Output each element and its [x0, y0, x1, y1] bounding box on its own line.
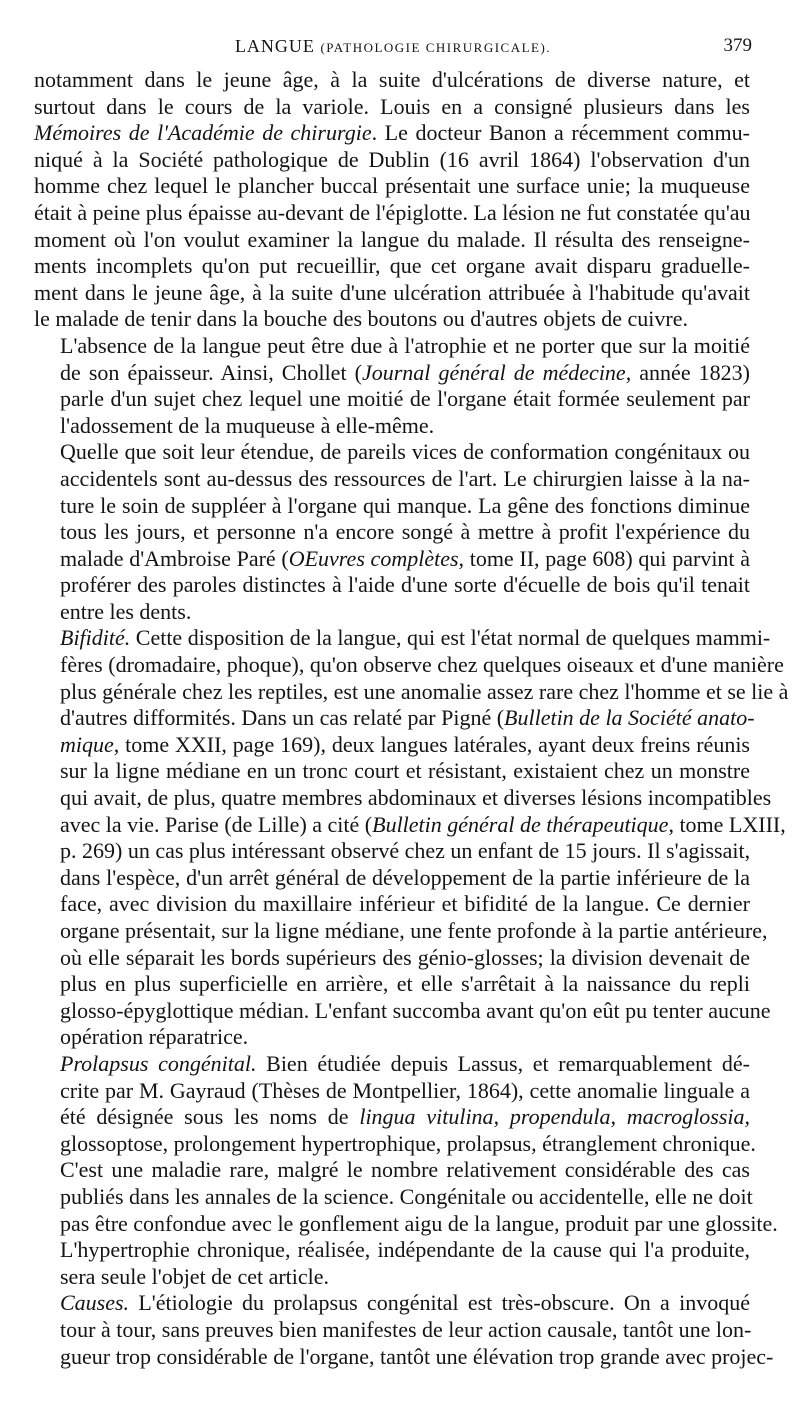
page-number: 379	[723, 35, 752, 56]
text-line: fères (dromadaire, phoque), qu'on observe chez quelques oiseaux et d'une manière	[60, 652, 784, 678]
text-line: plus en plus superficielle en arrière, et elle s'arrêtait à la naissance du repli	[60, 971, 750, 997]
text-line: tous les jours, et personne n'a encore songé à mettre à profit l'expérience du	[60, 519, 750, 545]
text-line: avec la vie. Parise (de Lille) a cité (Bulletin général de thérapeutique, tome LXIII,	[60, 811, 786, 837]
text-line: sur la ligne médiane en un tronc court et résistant, existaient chez un monstre	[60, 758, 750, 784]
text-line: le malade de tenir dans la bouche des boutons ou d'autres objets de cuivre.	[34, 306, 688, 332]
running-header	[34, 30, 752, 62]
text-line: mique, tome XXII, page 169), deux langues latérales, ayant deux freins réunis	[60, 731, 750, 757]
text-line: L'hypertrophie chronique, réalisée, indépendante de la cause qui l'a produite,	[60, 1237, 750, 1263]
text-line: Mémoires de l'Académie de chirurgie. Le docteur Banon a récemment commu-	[34, 120, 750, 146]
text-line: qui avait, de plus, quatre membres abdominaux et diverses lésions incompatibles	[60, 785, 772, 811]
text-line: Prolapsus congénital. Bien étudiée depuis Lassus, et remarquablement dé-	[60, 1050, 750, 1076]
text-line: notamment dans le jeune âge, à la suite d'ulcérations de diverse nature, et	[34, 67, 750, 92]
text-line: où elle séparait les bords supérieurs des génio-glosses; la division devenait de	[60, 944, 750, 970]
header-title	[34, 30, 752, 64]
text-line: pas être confondue avec le gonflement aigu de la langue, produit par une glossite.	[60, 1210, 778, 1236]
paragraph	[34, 625, 789, 1051]
paragraph	[34, 1050, 778, 1290]
text-line: ture le soin de suppléer à l'organe qui manque. La gêne des fonctions diminue	[60, 492, 750, 518]
text-line: glosso-épyglottique médian. L'enfant succomba avant qu'on eût pu tenter aucune	[60, 997, 771, 1023]
text-line: moment où l'on voulut examiner la langue du malade. Il résulta des renseigne-	[34, 226, 750, 252]
text-line: glossoptose, prolongement hypertrophique, prolapsus, étranglement chronique.	[60, 1130, 756, 1156]
text-line: plus générale chez les reptiles, est une anomalie assez rare chez l'homme et se lie à	[60, 678, 789, 704]
text-line: Causes. L'étiologie du prolapsus congénital est très-obscure. On a invoqué	[60, 1290, 750, 1316]
text-line: face, avec division du maxillaire inférieur et bifidité de la langue. Ce dernier	[60, 891, 750, 917]
header-title-main: LANGUE	[234, 36, 315, 56]
text-line: dans l'espèce, d'un arrêt général de développement de la partie inférieure de la	[60, 864, 750, 890]
text-line: homme chez lequel le plancher buccal présentait une surface unie; la muqueuse	[34, 173, 750, 199]
text-line: gueur trop considérable de l'organe, tantôt une élévation trop grande avec projec-	[60, 1343, 774, 1369]
text-line: de son épaisseur. Ainsi, Chollet (Journal général de médecine, année 1823)	[60, 359, 750, 385]
text-line: sera seule l'objet de cet article.	[60, 1263, 330, 1289]
body-text	[34, 67, 789, 1370]
text-line: l'adossement de la muqueuse à elle-même.	[60, 412, 435, 438]
text-line: organe présentait, sur la ligne médiane, une fente profonde à la partie antérieure,	[60, 918, 768, 943]
text-line: niqué à la Société pathologique de Dublin (16 avril 1864) l'observation d'un	[34, 146, 750, 172]
text-line: proférer des paroles distinctes à l'aide d'une sorte d'écuelle de bois qu'il tenait	[60, 572, 750, 598]
text-line: Bifidité. Cette disposition de la langue, qui est l'état normal de quelques mammi-	[60, 625, 771, 651]
paragraph	[34, 1290, 774, 1370]
text-line: Quelle que soit leur étendue, de pareils vices de conformation congénitaux ou	[60, 439, 750, 465]
header-title-sub: (PATHOLOGIE CHIRURGICALE).	[320, 40, 552, 55]
text-line: publiés dans les annales de la science. Congénitale ou accidentelle, elle ne doit	[60, 1183, 753, 1209]
text-line: ments incomplets qu'on put recueillir, que cet organe avait disparu graduelle-	[34, 253, 750, 279]
paragraph	[34, 439, 750, 625]
text-line: parle d'un sujet chez lequel une moitié de l'organe était formée seulement par	[60, 386, 750, 412]
text-line: tour à tour, sans preuves bien manifestes de leur action causale, tantôt une lon-	[60, 1316, 752, 1342]
text-line: C'est une maladie rare, malgré le nombre relativement considérable des cas	[60, 1157, 750, 1183]
text-line: opération réparatrice.	[60, 1024, 249, 1050]
text-line: malade d'Ambroise Paré (OEuvres complètes, tome II, page 608) qui parvint à	[60, 545, 750, 571]
paragraph	[34, 67, 750, 333]
paragraph	[34, 333, 750, 439]
text-line: surtout dans le cours de la variole. Louis en a consigné plusieurs dans les	[34, 93, 750, 119]
text-line: ment dans le jeune âge, à la suite d'une ulcération attribuée à l'habitude qu'avait	[34, 279, 750, 305]
text-line: L'absence de la langue peut être due à l'atrophie et ne porter que sur la moitié	[60, 332, 750, 358]
text-line: était à peine plus épaisse au-devant de l'épiglotte. La lésion ne fut constatée qu'au	[34, 199, 751, 225]
text-line: été désignée sous les noms de lingua vitulina, propendula, macroglossia,	[60, 1104, 751, 1130]
text-line: p. 269) un cas plus intéressant observé chez un enfant de 15 jours. Il s'agissait,	[60, 838, 751, 864]
text-line: crite par M. Gayraud (Thèses de Montpellier, 1864), cette anomalie linguale a	[60, 1077, 750, 1103]
text-line: d'autres difformités. Dans un cas relaté par Pigné (Bulletin de la Société anato-	[60, 705, 755, 731]
text-line: accidentels sont au-dessus des ressources de l'art. Le chirurgien laisse à la na-	[60, 465, 750, 491]
text-line: entre les dents.	[60, 598, 192, 624]
